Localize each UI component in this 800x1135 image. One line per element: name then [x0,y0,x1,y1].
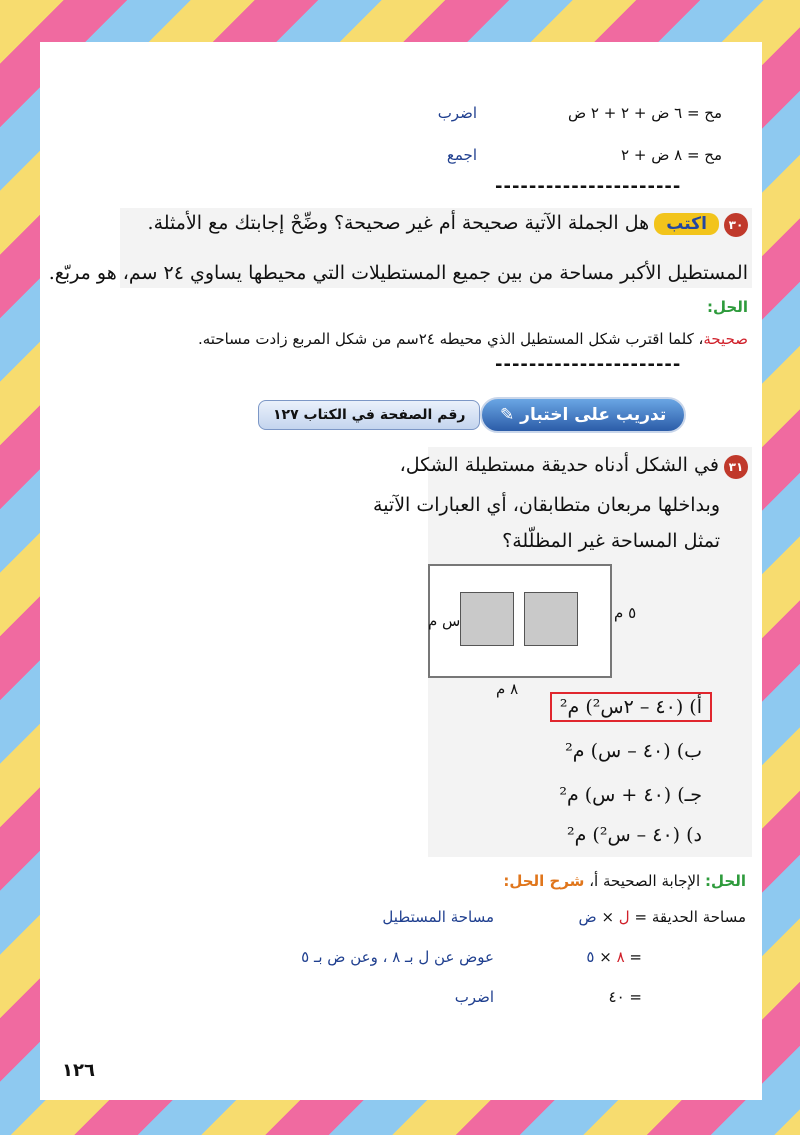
separator-2: ---------------------- [495,354,682,375]
page [40,42,762,1100]
book-page-reference: رقم الصفحة في الكتاب ١٢٧ [258,400,480,430]
step-1-w: ض [578,908,597,926]
step-2-left: = [629,948,642,966]
question-31-line-1: في الشكل أدناه حديقة مستطيلة الشكل، [399,454,719,476]
step-2-w: ٥ [586,948,595,966]
step-equation-1: مح = ٦ ض + ٢ + ٢ ض [567,104,722,122]
question-31-solution-text: الإجابة الصحيحة أ، [589,872,701,890]
step-1-note: مساحة المستطيل [382,908,494,926]
option-b[interactable] [565,740,702,762]
question-31-number: ٣١ [724,455,748,479]
garden-width-label: ٨ م [496,680,519,698]
solution-step-1 [579,908,746,926]
pencil-icon: ✎ [500,405,515,425]
garden-height-label: ٥ م [614,604,637,622]
question-31-line-2: وبداخلها مربعان متطابقان، أي العبارات الآتية [373,494,720,516]
option-a[interactable] [550,692,712,722]
question-30-line-2: المستطيل الأكبر مساحة من بين جميع المستطيلات التي محيطها يساوي ٢٤ سم، هو مربّع. [48,262,748,284]
option-c-text: (٤٠ + س) م² [559,784,672,806]
option-b-text: (٤٠ – س) م² [565,740,671,762]
step-2-times: × [599,948,612,966]
separator-1: ---------------------- [495,176,682,197]
step-1-left: مساحة الحديقة = [634,908,746,926]
page-number: ١٢٦ [62,1060,95,1081]
step-note-1: اضرب [437,104,477,122]
step-2-note: عوض عن ل بـ ٨ ، وعن ض بـ ٥ [301,948,494,966]
question-31-solution [503,872,746,890]
shaded-square-right [524,592,578,646]
question-31-line-1-row [400,454,748,479]
step-equation-2: مح = ٨ ض + ٢ [621,146,722,164]
square-side-label: س م [428,612,461,630]
step-2-l: ٨ [616,948,625,966]
question-30-number: ٣٠ [724,213,748,237]
write-badge: اكتب [654,213,719,235]
solution-step-2 [586,948,642,966]
option-d-text: (٤٠ – س²) م² [566,824,681,846]
option-c-letter: جـ) [677,784,702,806]
option-c[interactable] [559,784,702,806]
option-d-letter: د) [686,824,702,846]
training-badge-label: تدريب على اختبار [520,405,667,425]
solution-step-3: = ٤٠ [608,988,642,1006]
question-30-solution-label: الحل: [707,298,748,316]
step-1-l: ل [618,908,630,926]
explain-label: شرح الحل: [503,872,585,890]
answer-rest: ، كلما اقترب شكل المستطيل الذي محيطه ٢٤سم من شكل المربع زادت مساحته. [197,330,704,348]
step-note-2: اجمع [446,146,477,164]
step-1-times: × [601,908,615,926]
question-30-line-1: هل الجملة الآتية صحيحة أم غير صحيحة؟ وضِّحْ إجابتك مع الأمثلة. [147,212,650,234]
shaded-square-left [460,592,514,646]
option-a-letter: أ) [689,696,702,718]
question-31-solution-label: الحل: [705,872,746,890]
option-a-text: (٤٠ – ٢س²) م² [559,696,684,718]
question-31-line-3: تمثل المساحة غير المظلّلة؟ [502,530,720,552]
answer-word: صحيحة [703,330,748,348]
training-badge [480,397,686,433]
option-b-letter: ب) [676,740,702,762]
option-d[interactable] [567,824,702,846]
question-30-header [148,212,748,237]
question-30-answer [198,330,748,348]
step-3-note: اضرب [454,988,494,1006]
